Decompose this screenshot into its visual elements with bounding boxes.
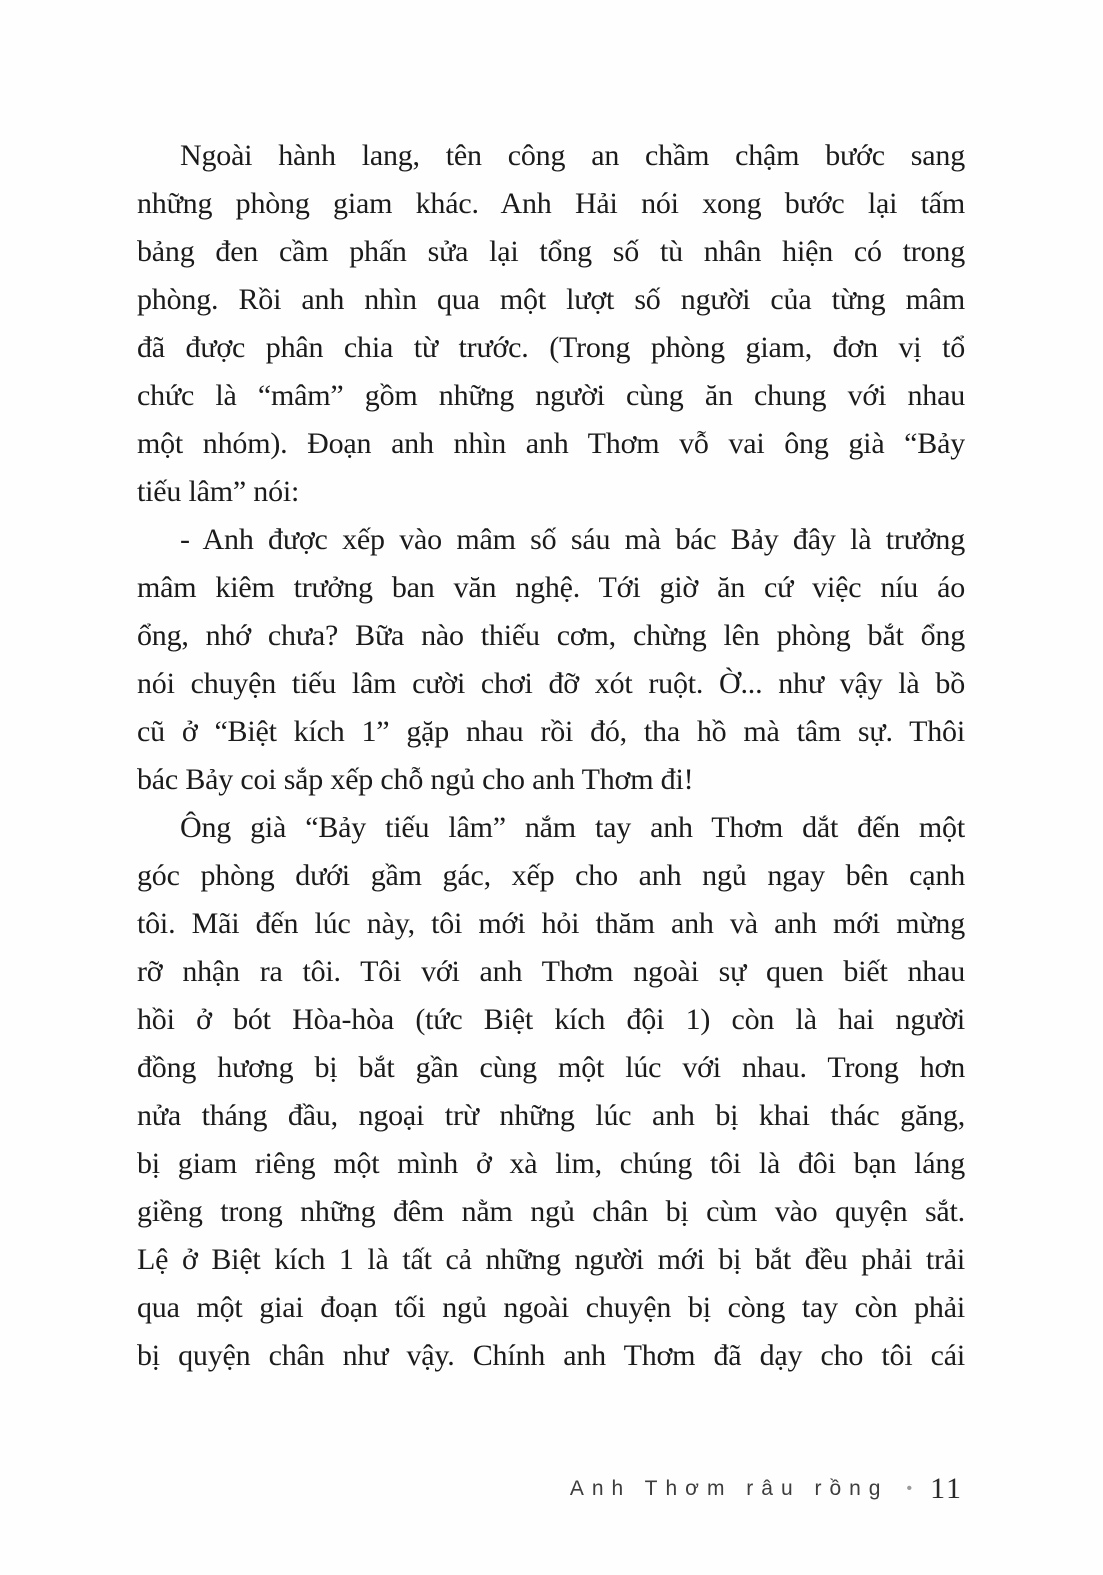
text-line: chức là “mâm” gồm những người cùng ăn chung với nhau — [137, 379, 965, 412]
text-line: Lệ ở Biệt kích 1 là tất cả những người mới bị bắt đều phải trải — [137, 1243, 965, 1276]
text-line: những phòng giam khác. Anh Hải nói xong bước lại tấm — [137, 187, 965, 220]
text-line: đồng hương bị bắt gần cùng một lúc với nhau. Trong hơn — [137, 1051, 965, 1084]
page-text — [137, 132, 965, 1380]
text-line: mâm kiêm trưởng ban văn nghệ. Tới giờ ăn cứ việc níu áo — [137, 571, 965, 604]
page-footer — [570, 1472, 963, 1506]
text-line: bảng đen cầm phấn sửa lại tổng số tù nhân hiện có trong — [137, 235, 965, 268]
text-line: Ngoài hành lang, tên công an chầm chậm bước sang — [180, 139, 965, 172]
text-line: giềng trong những đêm nằm ngủ chân bị cùm vào quyện sắt. — [137, 1195, 965, 1228]
text-line: cũ ở “Biệt kích 1” gặp nhau rồi đó, tha hồ mà tâm sự. Thôi — [137, 715, 965, 748]
running-title: Anh Thơm râu rồng — [569, 1477, 889, 1500]
paragraph — [137, 132, 965, 516]
paragraph — [137, 516, 965, 804]
page-number: 11 — [930, 1472, 963, 1505]
text-line: hồi ở bót Hòa-hòa (tức Biệt kích đội 1) còn là hai người — [137, 1003, 965, 1036]
text-line: - Anh được xếp vào mâm số sáu mà bác Bảy đây là trưởng — [180, 523, 965, 556]
text-line: nửa tháng đầu, ngoại trừ những lúc anh bị khai thác găng, — [137, 1099, 965, 1132]
text-line: tôi. Mãi đến lúc này, tôi mới hỏi thăm anh và anh mới mừng — [137, 907, 965, 940]
text-line: đã được phân chia từ trước. (Trong phòng giam, đơn vị tổ — [137, 331, 965, 364]
text-line: góc phòng dưới gầm gác, xếp cho anh ngủ ngay bên cạnh — [137, 859, 965, 892]
paragraph — [137, 804, 965, 1380]
text-line: bác Bảy coi sắp xếp chỗ ngủ cho anh Thơm đi! — [137, 763, 694, 796]
text-line: ổng, nhớ chưa? Bữa nào thiếu cơm, chừng lên phòng bắt ổng — [137, 619, 965, 652]
text-line: một nhóm). Đoạn anh nhìn anh Thơm vỗ vai ông già “Bảy — [137, 427, 965, 460]
text-line: nói chuyện tiếu lâm cười chơi đỡ xót ruột. Ờ... như vậy là bồ — [137, 667, 965, 700]
text-line: rỡ nhận ra tôi. Tôi với anh Thơm ngoài sự quen biết nhau — [137, 955, 965, 988]
bullet-separator-icon: • — [906, 1480, 913, 1497]
text-line: bị giam riêng một mình ở xà lim, chúng tôi là đôi bạn láng — [137, 1147, 965, 1180]
text-line: Ông già “Bảy tiếu lâm” nắm tay anh Thơm dắt đến một — [180, 811, 965, 844]
text-line: phòng. Rồi anh nhìn qua một lượt số người của từng mâm — [137, 283, 965, 316]
text-line: qua một giai đoạn tối ngủ ngoài chuyện bị còng tay còn phải — [137, 1291, 965, 1324]
text-line: tiếu lâm” nói: — [137, 475, 300, 508]
text-line: bị quyện chân như vậy. Chính anh Thơm đã dạy cho tôi cái — [137, 1339, 965, 1372]
